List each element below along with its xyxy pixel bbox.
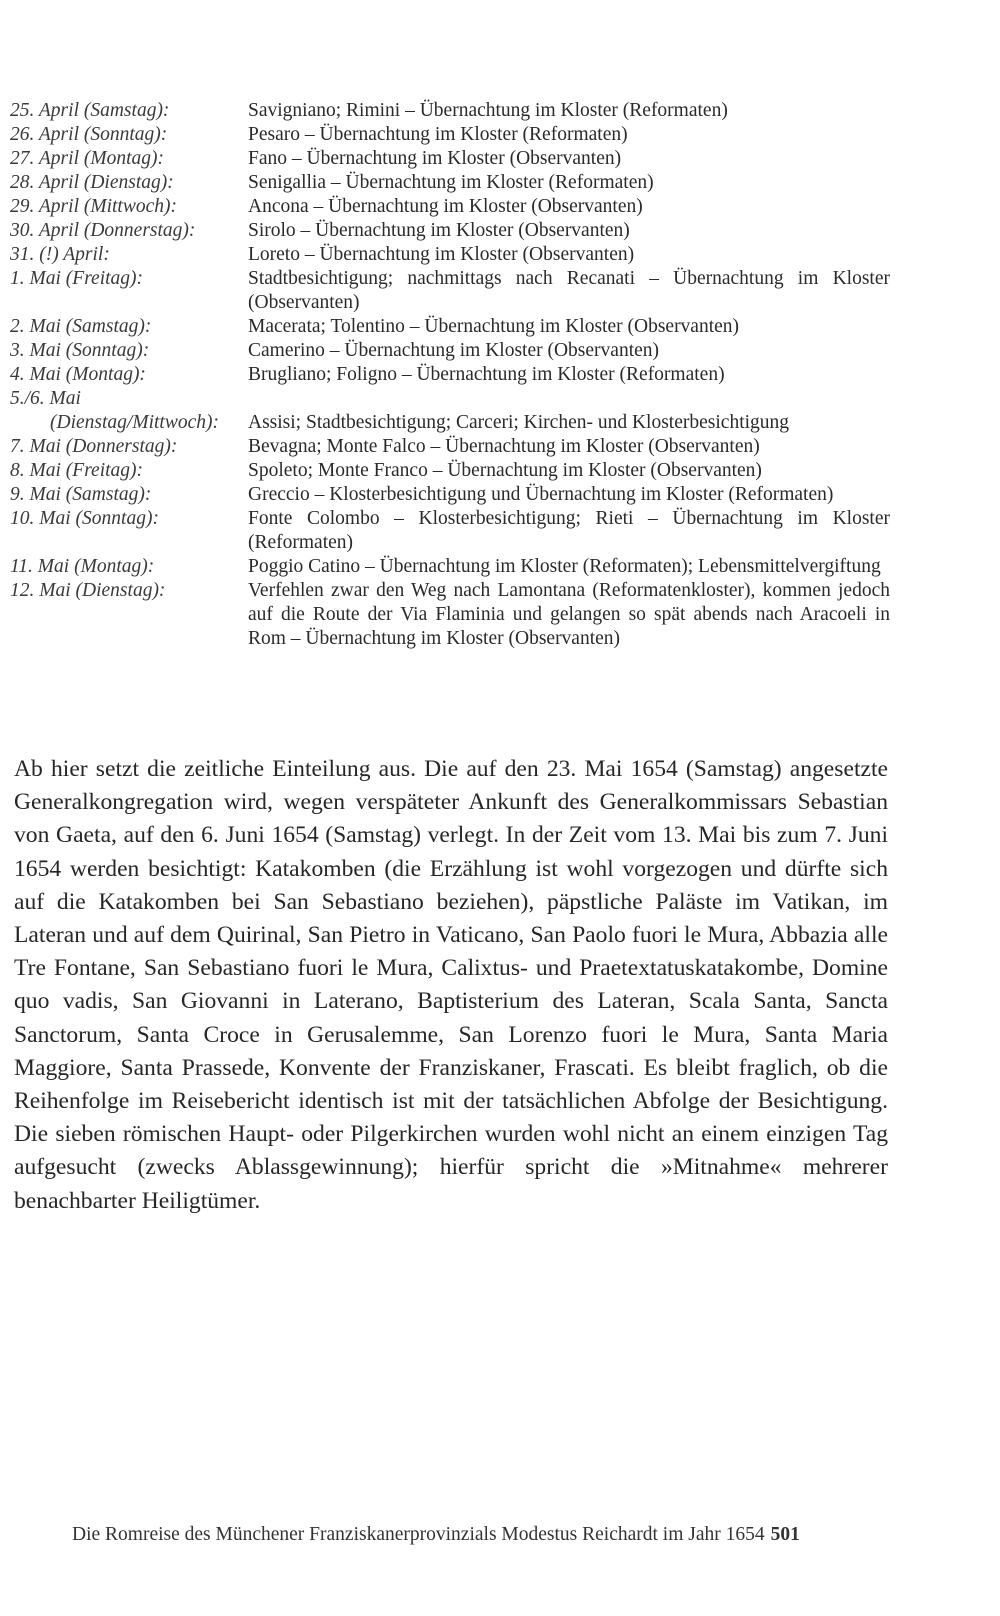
itinerary-text: Bevagna; Monte Falco – Übernachtung im Kloster (Observanten) [248,436,760,457]
itinerary-row [10,363,890,387]
itinerary-date: 1. Mai (Freitag): [10,268,144,289]
itinerary-text: Verfehlen zwar den Weg nach Lamontana (Reformatenkloster), kommen jedoch auf die Route der Via Flaminia und gelangen so spät abends nach Aracoeli in Rom – Übernachtung im Kloster (Observanten) [248,580,890,649]
itinerary-row [10,507,890,555]
itinerary-row [10,483,890,507]
itinerary-date: 8. Mai (Freitag): [10,460,144,481]
itinerary-date: 26. April (Sonntag): [10,124,168,145]
itinerary-text: Brugliano; Foligno – Übernachtung im Kloster (Reformaten) [248,364,725,385]
itinerary-date-line2: (Dienstag/Mittwoch): [50,412,219,433]
itinerary-text: Stadtbesichtigung; nachmittags nach Recanati – Übernachtung im Kloster (Observanten) [248,268,890,313]
itinerary-text: Poggio Catino – Übernachtung im Kloster (Reformaten); Lebensmittelvergiftung [248,556,881,577]
itinerary-row [10,555,890,579]
itinerary-row [10,267,890,315]
page-footer [72,1524,890,1546]
itinerary-row [10,123,890,147]
itinerary-date-line1: 5./6. Mai [10,388,81,409]
running-title: Die Romreise des Münchener Franziskanerprovinzials Modestus Reichardt im Jahr 1654 [72,1524,765,1545]
itinerary-row [10,243,890,267]
itinerary-row [10,387,890,435]
itinerary-text: Fano – Übernachtung im Kloster (Observanten) [248,148,622,169]
itinerary-text: Greccio – Klosterbesichtigung und Übernachtung im Kloster (Reformaten) [248,484,834,505]
itinerary-list [10,99,890,651]
itinerary-text: Loreto – Übernachtung im Kloster (Observanten) [248,244,635,265]
itinerary-text: Fonte Colombo – Klosterbesichtigung; Rieti – Übernachtung im Kloster (Reformaten) [248,508,890,553]
itinerary-row [10,459,890,483]
itinerary-row [10,171,890,195]
itinerary-date: 4. Mai (Montag): [10,364,146,385]
itinerary-date: 10. Mai (Sonntag): [10,508,159,529]
itinerary-row [10,315,890,339]
itinerary-row [10,339,890,363]
itinerary-date: 11. Mai (Montag): [10,556,155,577]
itinerary-date: 9. Mai (Samstag): [10,484,152,505]
itinerary-row [10,195,890,219]
itinerary-row [10,147,890,171]
itinerary-text: Camerino – Übernachtung im Kloster (Observanten) [248,340,660,361]
body-paragraph: Ab hier setzt die zeitliche Einteilung aus. Die auf den 23. Mai 1654 (Samstag) angesetzte Generalkongregation wird, wegen verspäteter Ankunft des Generalkommissars Sebastian von Gaeta, auf den 6. Juni 1654 (Samstag) verlegt. In der Zeit vom 13. Mai bis zum 7. Juni 1654 werden besichtigt: Katakomben (die Erzählung ist wohl vorgezogen und dürfte sich auf die Katakomben bei San Sebastiano beziehen), päpstliche Paläste im Vatikan, im Lateran und auf dem Quirinal, San Pietro in Vaticano, San Paolo fuori le Mura, Abbazia alle Tre Fontane, San Sebastiano fuori le Mura, Calixtus- und Praetextatuskatakombe, Domine quo vadis, San Giovanni in Laterano, Baptisterium des Lateran, Scala Santa, Sancta Sanctorum, Santa Croce in Gerusalemme, San Lorenzo fuori le Mura, Santa Maria Maggiore, Santa Prassede, Konvente der Franziskaner, Frascati. Es bleibt fraglich, ob die Reihenfolge im Reisebericht identisch ist mit der tatsächlichen Abfolge der Besichtigung. Die sieben römischen Haupt- oder Pilgerkirchen wurden wohl nicht an einem einzigen Tag aufgesucht (zwecks Ablassgewinnung); hierfür spricht die »Mitnahme« mehrerer benachbarter Heiligtümer. [14,756,888,1214]
itinerary-date: 25. April (Samstag): [10,100,170,121]
itinerary-text: Savigniano; Rimini – Übernachtung im Kloster (Reformaten) [248,100,728,121]
itinerary-row [10,219,890,243]
itinerary-text: Macerata; Tolentino – Übernachtung im Kloster (Observanten) [248,316,740,337]
itinerary-text: Senigallia – Übernachtung im Kloster (Reformaten) [248,172,654,193]
itinerary-row [10,99,890,123]
itinerary-text-content: Assisi; Stadtbesichtigung; Carceri; Kirchen- und Klosterbesichtigung [248,412,790,433]
itinerary-date: 31. (!) April: [10,244,110,265]
itinerary-date: 2. Mai (Samstag): [10,316,152,337]
itinerary-date: 7. Mai (Donnerstag): [10,436,178,457]
itinerary-date: 29. April (Mittwoch): [10,196,177,217]
itinerary-date: 30. April (Donnerstag): [10,220,196,241]
page-number: 501 [770,1524,800,1545]
itinerary-text: Pesaro – Übernachtung im Kloster (Reformaten) [248,124,628,145]
itinerary-date: 27. April (Montag): [10,148,165,169]
itinerary-date: 3. Mai (Sonntag): [10,340,150,361]
itinerary-text [248,387,890,435]
itinerary-text: Ancona – Übernachtung im Kloster (Observanten) [248,196,643,217]
itinerary-date: 12. Mai (Dienstag): [10,580,166,601]
itinerary-row [10,579,890,651]
itinerary-date [10,387,248,435]
itinerary-row [10,435,890,459]
itinerary-text: Sirolo – Übernachtung im Kloster (Observanten) [248,220,630,241]
itinerary-date: 28. April (Dienstag): [10,172,174,193]
itinerary-text: Spoleto; Monte Franco – Übernachtung im Kloster (Observanten) [248,460,762,481]
